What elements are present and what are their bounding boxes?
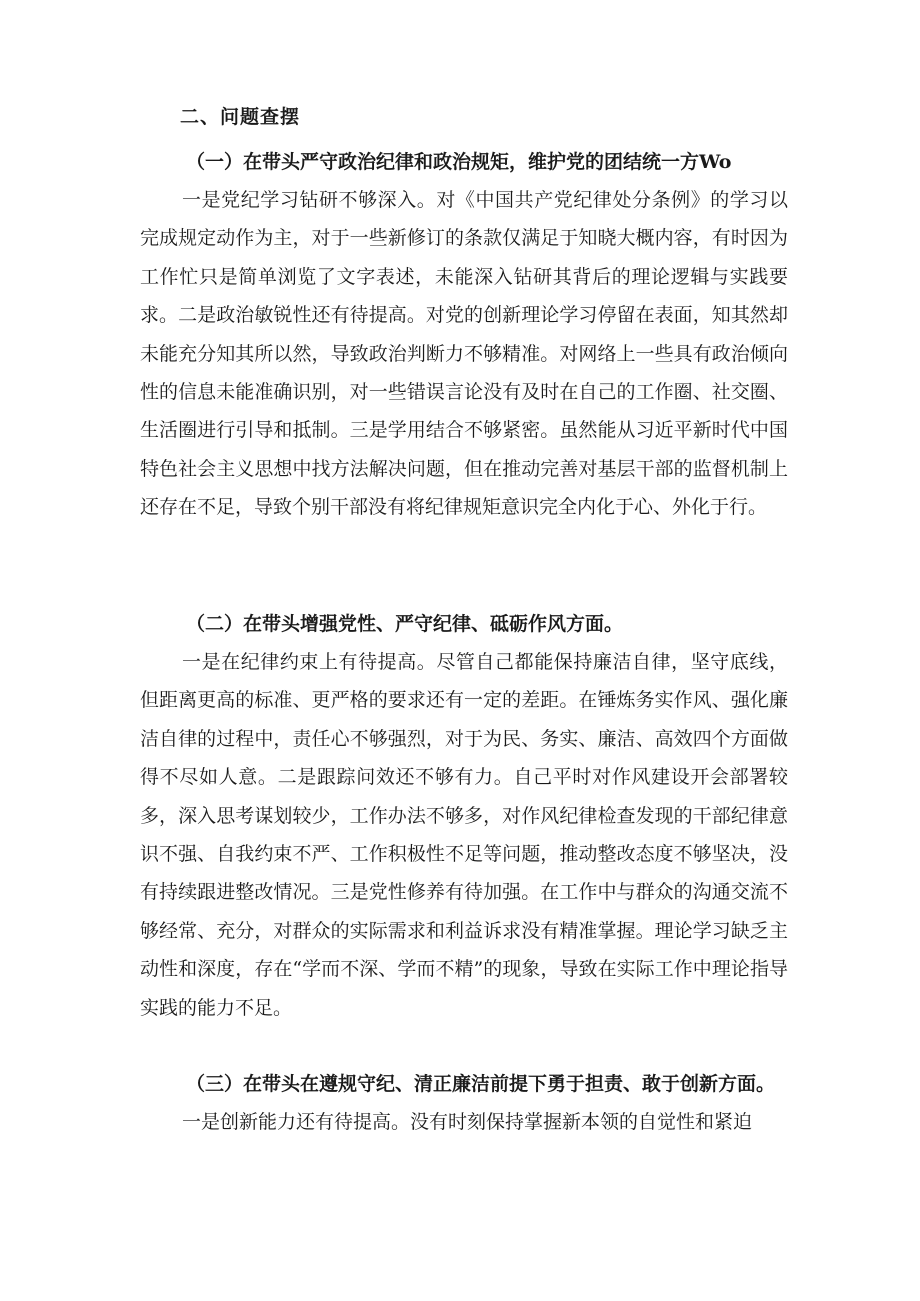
subsection-title-3: （三）在带头在遵规守纪、清正廉洁前提下勇于担责、敢于创新方面。 bbox=[186, 1073, 776, 1095]
subsection-title-1: （一）在带头严守政治纪律和政治规矩，维护党的团结统一方Wo bbox=[186, 151, 732, 173]
paragraph-3: 一是创新能力还有待提高。没有时刻保持掌握新本领的自觉性和紧迫 bbox=[182, 1111, 753, 1133]
paragraph-1: 一是党纪学习钻研不够深入。对《中国共产党纪律处分条例》的学习以完成规定动作为主，对于一些新修订的条款仅满足于知晓大概内容，有时因为工作忙只是简单浏览了文字表述，未能深入钻研其背后的理论逻辑与实践要求。二是政治敏锐性还有待提高。对党的创新理论学习停留在表面，知其然却未能充分知其所以然，导致政治判断力不够精准。对网络上一些具有政治倾向性的信息未能准确识别，对一些错误言论没有及时在自己的工作圈、社交圈、生活圈进行引导和抵制。三是学用结合不够紧密。虽然能从习近平新时代中国特色社会主义思想中找方法解决问题，但在推动完善对基层干部的监督机制上还存在不足，导致个别干部没有将纪律规矩意识完全内化于心、外化于行。 bbox=[140, 189, 788, 519]
paragraph-2: 一是在纪律约束上有待提高。尽管自己都能保持廉洁自律，坚守底线，但距离更高的标准、更严格的要求还有一定的差距。在锤炼务实作风、强化廉洁自律的过程中，责任心不够强烈，对于为民、务实、廉洁、高效四个方面做得不尽如人意。二是跟踪问效还不够有力。自己平时对作风建设开会部署较多，深入思考谋划较少，工作办法不够多，对作风纪律检查发现的干部纪律意识不强、自我约束不严、工作积极性不足等问题，推动整改态度不够坚决，没有持续跟进整改情况。三是党性修养有待加强。在工作中与群众的沟通交流不够经常、充分，对群众的实际需求和利益诉求没有精准掌握。理论学习缺乏主动性和深度，存在“学而不深、学而不精”的现象，导致在实际工作中理论指导实践的能力不足。 bbox=[140, 651, 788, 1019]
subsection-title-2: （二）在带头增强党性、严守纪律、砥砺作风方面。 bbox=[186, 613, 624, 635]
section-heading: 二、问题查摆 bbox=[180, 106, 301, 128]
